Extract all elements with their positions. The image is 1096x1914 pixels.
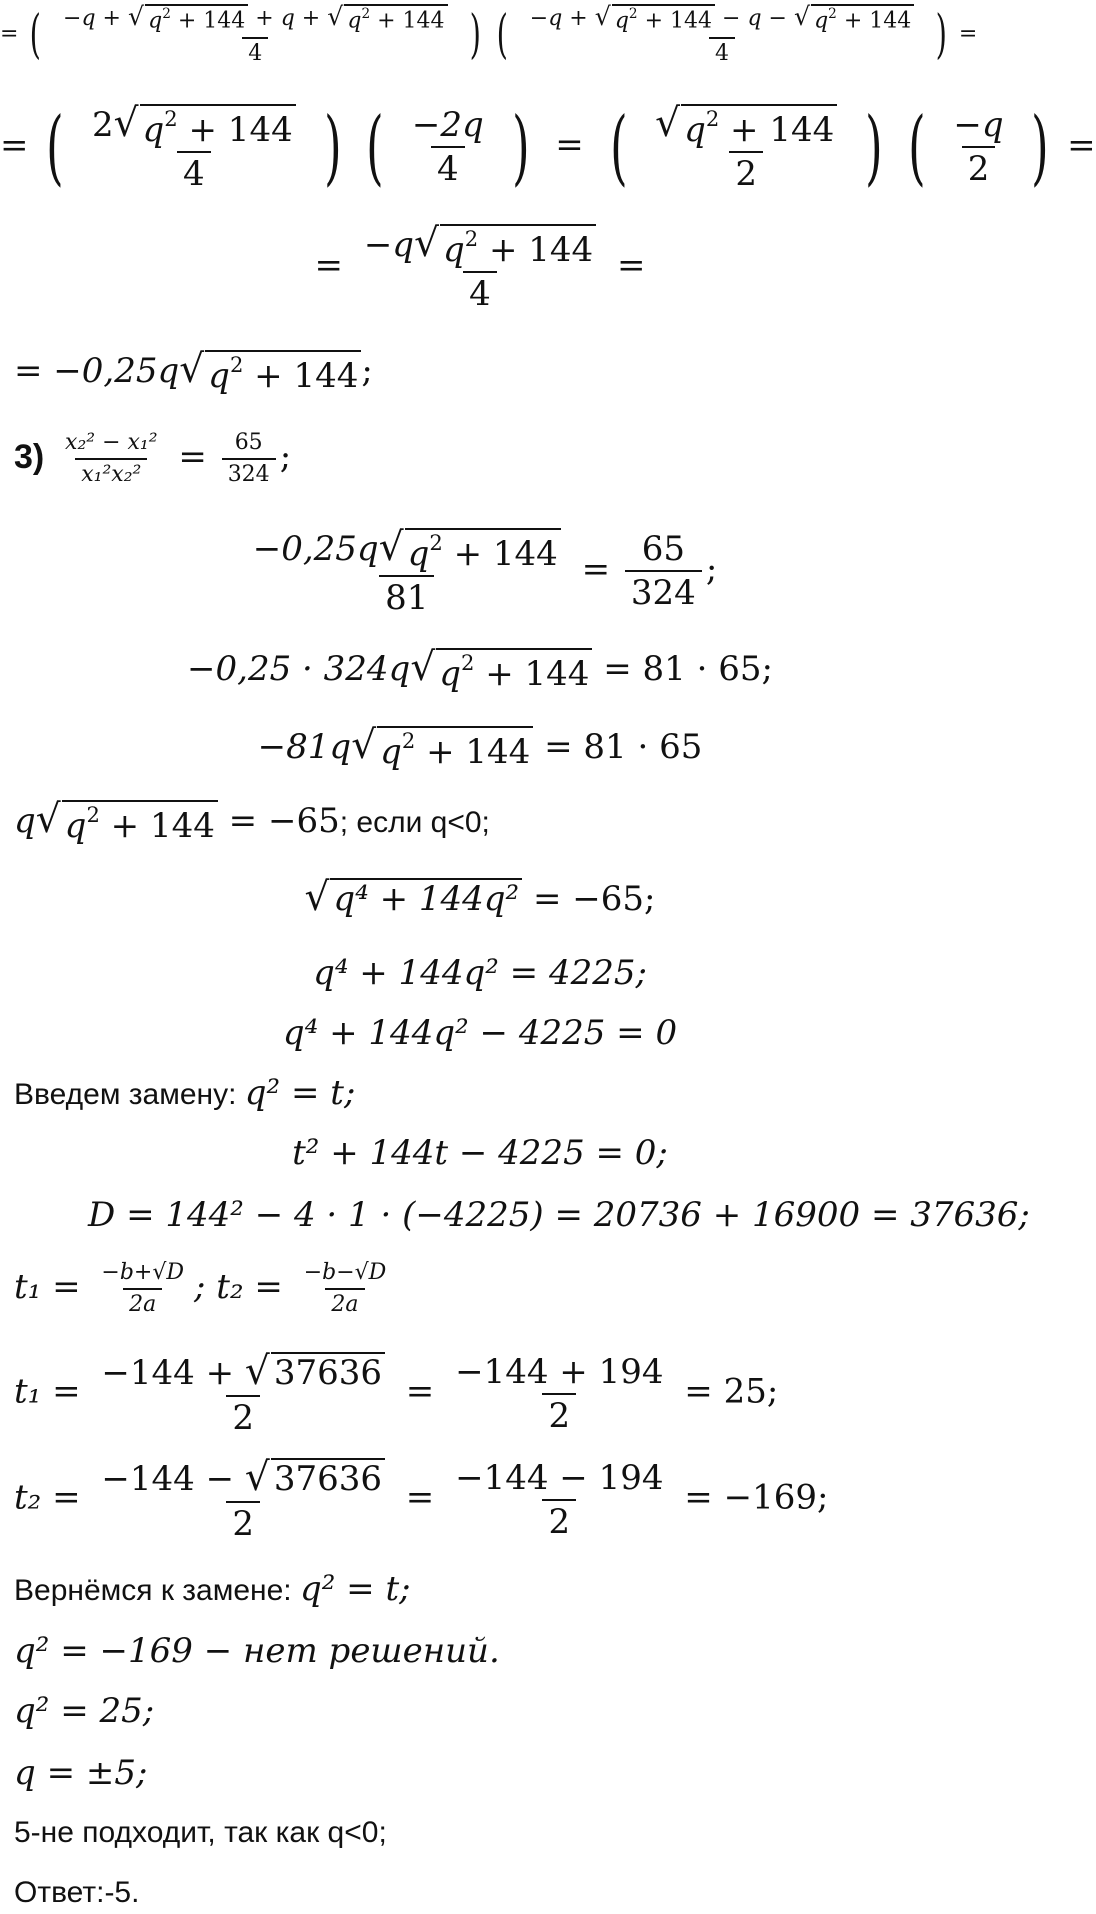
line-15: t₁ = $\frac{-b+√D}{2a}$ ; t₂ = $\frac{-b-√D}{2a}$ [14,1262,396,1316]
sqrt: √ $q^2 + 144$ [379,528,561,571]
line-11: q⁴ + 144q² − 4225 = 0 [282,1013,678,1053]
sqrt: √ $q^2 + 144$ [114,104,296,147]
line-2: = ( 2 √ $q^2 + 144$ 4 ) ( $\frac{-2q}{4}$ ) = ( √ $q^2 + 144$ 2 ) ( $\frac{-q}{2}$ ) = [0,99,1096,195]
paren-close: ) [865,99,883,195]
line-9: √ q⁴ + 144q² = −65; [304,875,656,920]
fraction: $\frac{-b-√D}{2a}$ [303,1260,387,1317]
line-17: t₂ = −144 − √ 37636 2 = $\frac{-144 - 194}{2}$ = −169; [14,1455,829,1545]
line-3: = −q √ $q^2 + 144$ 4 = [314,221,646,314]
part-3-header: 3) $\frac{\text{x₂² − x₁²}}{\text{x₁²x₂²}}$ = $\frac{65}{324}$ ; [14,430,292,487]
sqrt: √ $q^2 + 144$ [414,224,596,267]
line-6: −0,25 · 324q √ $q^2 + 144$ = 81 · 65; [187,645,773,694]
sqrt: √ 37636 [245,1458,385,1497]
fraction: 2 √ $q^2 + 144$ 4 [86,104,302,191]
sqrt: √ q⁴ + 144q² [304,878,522,917]
paren-open: ( [609,99,628,195]
fraction: $\frac{65}{324}$ [625,532,702,610]
fraction: $\frac{-b+√D}{2a}$ [101,1260,185,1317]
sqrt: √ $q^2 + 144$ [128,4,248,33]
fraction: $\frac{\text{x₂² − x₁²}}{\text{x₁²x₂²}}$ [65,430,158,487]
sqrt: √ $q^2 + 144$ [595,4,715,33]
paren-open: ( [30,3,42,65]
paren-open: ( [366,99,384,195]
sqrt: √ $q^2 + 144$ [655,104,837,147]
paren-open: ( [907,99,926,195]
line-4: = −0,25q √ $q^2 + 144$ ; [14,347,373,396]
fraction: √ $q^2 + 144$ 2 [649,104,843,191]
sqrt: √ 37636 [245,1352,385,1391]
line-13: t² + 144t − 4225 = 0; [292,1133,668,1173]
sqrt: √ $q^2 + 144$ [179,350,361,393]
fraction: $\frac{65}{324}$ [222,432,276,486]
line-12: Введем замену: q² = t; [14,1073,356,1113]
line-8: q √ $q^2 + 144$ = −65; если q<0; [14,797,490,846]
fraction: $\frac{-q}{2}$ [953,105,1004,190]
line-16: t₁ = −144 + √ 37636 2 = $\frac{-144 + 194}{2}$ = 25; [14,1349,779,1439]
fraction: $\frac{-144 + 194}{2}$ [455,1351,664,1436]
eq-sign: = [958,21,978,47]
fraction: −144 − √ 37636 2 [95,1458,391,1541]
answer: Ответ:-5. [14,1876,140,1909]
eq-sign: = [0,21,19,47]
line-22: 5-не подходит, так как q<0; [14,1816,387,1849]
line-10: q⁴ + 144q² = 4225; [313,953,647,993]
fraction: −144 + √ 37636 2 [95,1352,391,1435]
paren-open: ( [46,99,64,195]
fraction: −q + √ $q^2 + 144$ + q + √ $q^2 + 144$ 4 [57,4,454,65]
part-label: 3) [14,438,45,476]
line-19: q² = −169 − нет решений. [14,1631,500,1671]
line-18: Вернёмся к замене: q² = t; [14,1569,411,1609]
line-5: −0,25q √ $q^2 + 144$ 81 = $\frac{65}{324}$ ; [0,528,960,615]
fraction: −q + √ $q^2 + 144$ − q − √ $q^2 + 144$ 4 [524,4,921,65]
paren-close: ) [1031,99,1050,195]
sqrt: √ $q^2 + 144$ [410,648,592,691]
line-7: −81q √ $q^2 + 144$ = 81 · 65 [257,723,703,772]
sqrt: √ $q^2 + 144$ [327,4,447,33]
line-20: q² = 25; [14,1691,155,1731]
line-1 [0,2,978,66]
paren-close: ) [469,3,481,65]
line-14: D = 144² − 4 · 1 · (−4225) = 20736 + 16900 = 37636; [88,1195,1030,1235]
paren-close: ) [323,99,342,195]
sqrt: √ $q^2 + 144$ [794,4,914,33]
paren-close: ) [935,3,948,65]
fraction: −q √ $q^2 + 144$ 4 [358,224,602,311]
paren-open: ( [496,3,509,65]
fraction: −0,25q √ $q^2 + 144$ 81 [247,528,567,615]
sqrt: √ $q^2 + 144$ [351,726,533,769]
paren-close: ) [511,99,530,195]
sqrt: √ $q^2 + 144$ [36,800,218,843]
line-21: q = ±5; [14,1753,148,1793]
fraction: $\frac{-144 - 194}{2}$ [455,1457,664,1542]
fraction: $\frac{-2q}{4}$ [411,105,484,190]
